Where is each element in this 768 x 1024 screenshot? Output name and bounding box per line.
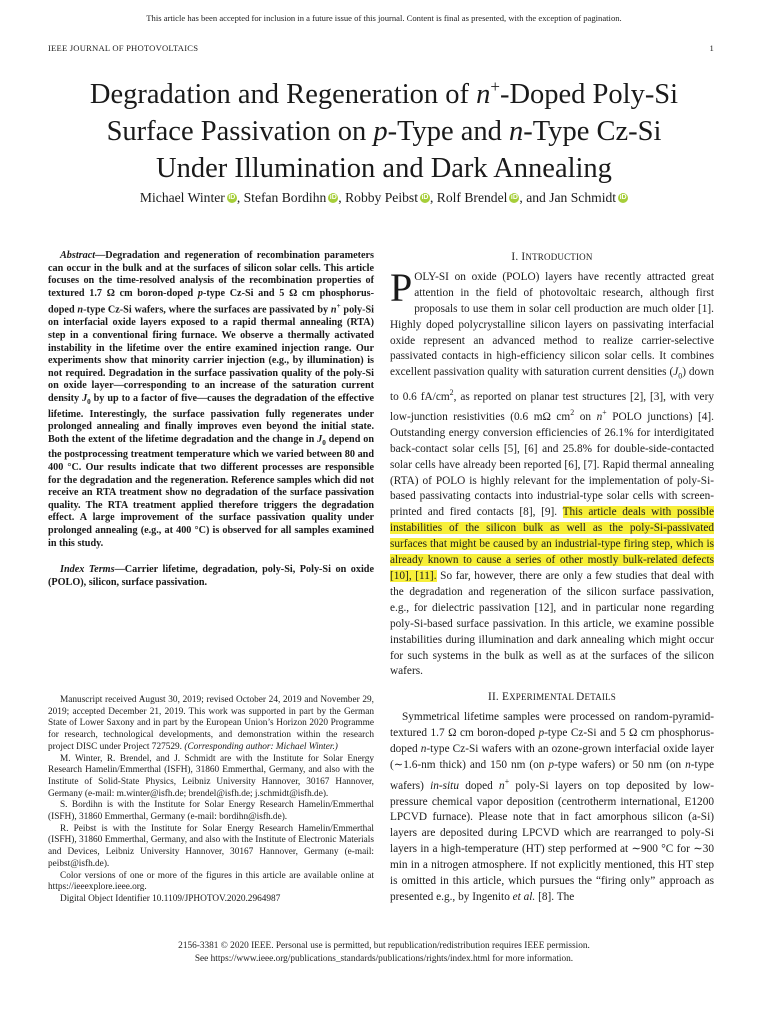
title-line-1: Degradation and Regeneration of n+-Doped Poly-Si xyxy=(89,77,679,110)
author: Michael Winter iD , xyxy=(139,190,244,205)
drop-cap: P xyxy=(390,264,413,310)
orcid-icon[interactable]: iD xyxy=(421,194,429,201)
footnote-affiliation: R. Peibst is with the Institute for Solar Energy Research Hamelin/Emmerthal (ISFH), 31860 Emmerthal, Germany, and also with the Institute of Electronic Materials and Devices, Leibniz University Hannover, 30167 Hannover, Germany (e-mail: peibst@isfh.de). xyxy=(48,823,374,869)
author: Robby Peibst iD , xyxy=(345,190,437,205)
author: Jan Schmidt iD xyxy=(549,190,627,205)
highlighted-text[interactable]: This article deals with possible instabilities of the silicon bulk as well as the poly-Si-passivated surfaces that might be caused by an industrial-type firing step, which is already known to cause a series of other mostly bulk-related defects [10], [11]. xyxy=(390,506,714,582)
footnote-doi: Digital Object Identifier 10.1109/JPHOTOV.2020.2964987 xyxy=(60,893,281,904)
author-list xyxy=(0,190,768,206)
paper-title xyxy=(0,76,768,187)
page-number: 1 xyxy=(709,43,714,53)
right-column xyxy=(390,250,714,906)
copyright-line: 2156-3381 © 2020 IEEE. Personal use is permitted, but republication/redistribution requires IEEE permission. xyxy=(178,941,590,951)
footnote-affiliation: S. Bordihn is with the Institute for Solar Energy Research Hamelin/Emmerthal (ISFH), 31860 Emmerthal, Germany (e-mail: bordihn@isfh.de). xyxy=(48,800,374,823)
section-heading-introduction: I. INTRODUCTION xyxy=(511,251,593,263)
footnote-color-versions: Color versions of one or more of the figures in this article are available online at https://ieeexplore.ieee.org. xyxy=(48,870,374,893)
orcid-icon[interactable]: iD xyxy=(329,194,337,201)
title-line-3: Under Illumination and Dark Annealing xyxy=(156,153,612,184)
orcid-icon[interactable]: iD xyxy=(510,194,518,201)
title-line-2: Surface Passivation on p-Type and n-Type Cz-Si xyxy=(106,116,662,147)
rights-link-line: See https://www.ieee.org/publications_standards/publications/rights/index.html for more information. xyxy=(194,954,574,964)
copyright-footer xyxy=(0,940,768,966)
footnote-affiliation: M. Winter, R. Brendel, and J. Schmidt are with the Institute for Solar Energy Research Hamelin/Emmerthal (ISFH), 31860 Emmerthal, Germany, and also with the Institute of Solid-State Physics, Leibniz University Hannover, 30167 Hannover, Germany (e-mail: m.winter@isfh.de; brendel@isfh.de; j.schmidt@isfh.de). xyxy=(48,753,374,799)
orcid-icon[interactable]: iD xyxy=(619,194,627,201)
introduction-paragraph: POLY-SI on oxide (POLO) layers have recently attracted great attention in the field of photovoltaic research, although first proposals to use them in solar cell production are much older [1]. Highly doped polycrystalline silicon layers on passivating interfacial oxide represent an advanced method to realize carrier-selective passivated contacts in high-efficiency silicon solar cells. It combines excellent passivation quality with saturation current densities $(J_0)$ down to 0.6 $fA/cm^2$, as reported on planar test structures [2], [3], with very low-junction resistivities (0.6 mΩ $cm^2$ on n+ POLO junctions) [4]. Outstanding energy conversion efficiencies of 26.1% for interdigitated back-contact solar cells [5], [6] and 25.8% for double-side-contacted solar cells have already been reported [6], [7]. Rapid thermal annealing (RTA) of POLO is highly relevant for the implementation of poly-Si-based passivating contacts into industrial-type solar cells with screen-printed and fired contacts [8], [9]. This article deals with possible instabilities of the silicon bulk as well as the poly-Si-passivated surfaces that might be caused by an industrial-type firing step, which is already known to cause a series of other mostly bulk-related defects [10], [11]. So far, however, there are only a few studies that deal with the degradation and regeneration of the silicon surface passivation, e.g., for dielectric passivation [12], and in particular none regarding poly-Si-based surface passivation. In this article, we examine possible instabilities during illumination and dark annealing which might occur for such systems in the bulk as well as at the surfaces of the silicon wafers. xyxy=(390,264,715,678)
orcid-icon[interactable]: iD xyxy=(228,194,236,201)
section-heading-experimental: II. EXPERIMENTAL DETAILS xyxy=(487,691,617,704)
author: Rolf Brendel iD , and xyxy=(436,190,550,205)
author: Stefan Bordihn iD , xyxy=(243,190,346,205)
index-terms: Index Terms—Carrier lifetime, degradation, poly-Si, Poly-Si on oxide (POLO), silicon, surface passivation. xyxy=(48,564,374,588)
experimental-paragraph: Symmetrical lifetime samples were processed on random-pyramid-textured 1.7 Ω cm boron-doped p-type Cz-Si and 5 Ω cm phosphorus-doped n-type Cz-Si wafers with an ozone-grown interfacial oxide layer (∼1.6-nm thick) and 150 nm (on p-type wafers) or 50 nm (on n-type wafers) in-situ doped n+ poly-Si layers on top deposited by low-pressure chemical vapor deposition (centrotherm international, E1200 LPCVD furnace). Please note that in fact amorphous silicon (a-Si) layers are deposited during LPCVD which are rearranged to poly-Si layers in a high-temperature (HT) step performed at ∼900 °C for ∼30 min in a nitrogen atmosphere. If not explicitly mentioned, this HT step is omitted in this article, which pursues the “firing only” approach as presented e.g., by Ingenito et al. [8]. The xyxy=(390,711,715,903)
left-column xyxy=(48,250,374,589)
abstract: Abstract—Degradation and regeneration of recombination parameters can occur in the bulk and at the surfaces of silicon solar cells. This article focuses on the time-resolved analysis of the recombination properties of textured 1.7 Ω cm boron-doped p-type Cz-Si and 5 Ω cm phosphorus-doped n-type Cz-Si wafers, where the surfaces are passivated by n+ poly-Si on interfacial oxide layers exposed to a rapid thermal annealing (RTA) step in a conventional firing furnace. We observe a thermally activated instability in the lifetime over the entire examined injection range. Our experiments show that minority carrier injection (e.g., by illumination) is not required. Degradation in the surface passivation quality of the poly-Si on oxide layer—corresponding to an increase of the saturation current density $J_0$ by up to a factor of five—causes the degradation of the effective lifetime. Interestingly, the surface passivation fully regenerates under prolonged annealing and finally improves even beyond the initial state. Both the extent of the lifetime degradation and the change in $J_0$ depend on the postprocessing treatment temperature which we varied between 80 and 400 °C. Our results indicate that two different processes are responsible for the degradation and the regeneration. Reference samples which did not receive an RTA treatment show no degradation of the surface passivation quality. The RTA treatment applied therefore triggers the degradation effect. A large improvement of the surface passivation quality under prolonged annealing (e.g., at 400 °C) is observed for all samples examined in this study. xyxy=(48,250,374,549)
journal-name: IEEE JOURNAL OF PHOTOVOLTAICS xyxy=(48,43,199,53)
footnotes xyxy=(48,695,374,906)
footnote-manuscript: Manuscript received August 30, 2019; revised October 24, 2019 and November 29, 2019; accepted December 21, 2019. This work was supported in part by the German State of Lower Saxony and in part by the European Union’s Horizon 2020 Programme for research, technological developments, and demonstration within the research project DISC under Project 727529. (Corresponding author: Michael Winter.) xyxy=(48,695,374,752)
acceptance-notice: This article has been accepted for inclusion in a future issue of this journal. Content is final as presented, with the exception of pagination. xyxy=(146,13,622,23)
running-header xyxy=(48,43,714,53)
